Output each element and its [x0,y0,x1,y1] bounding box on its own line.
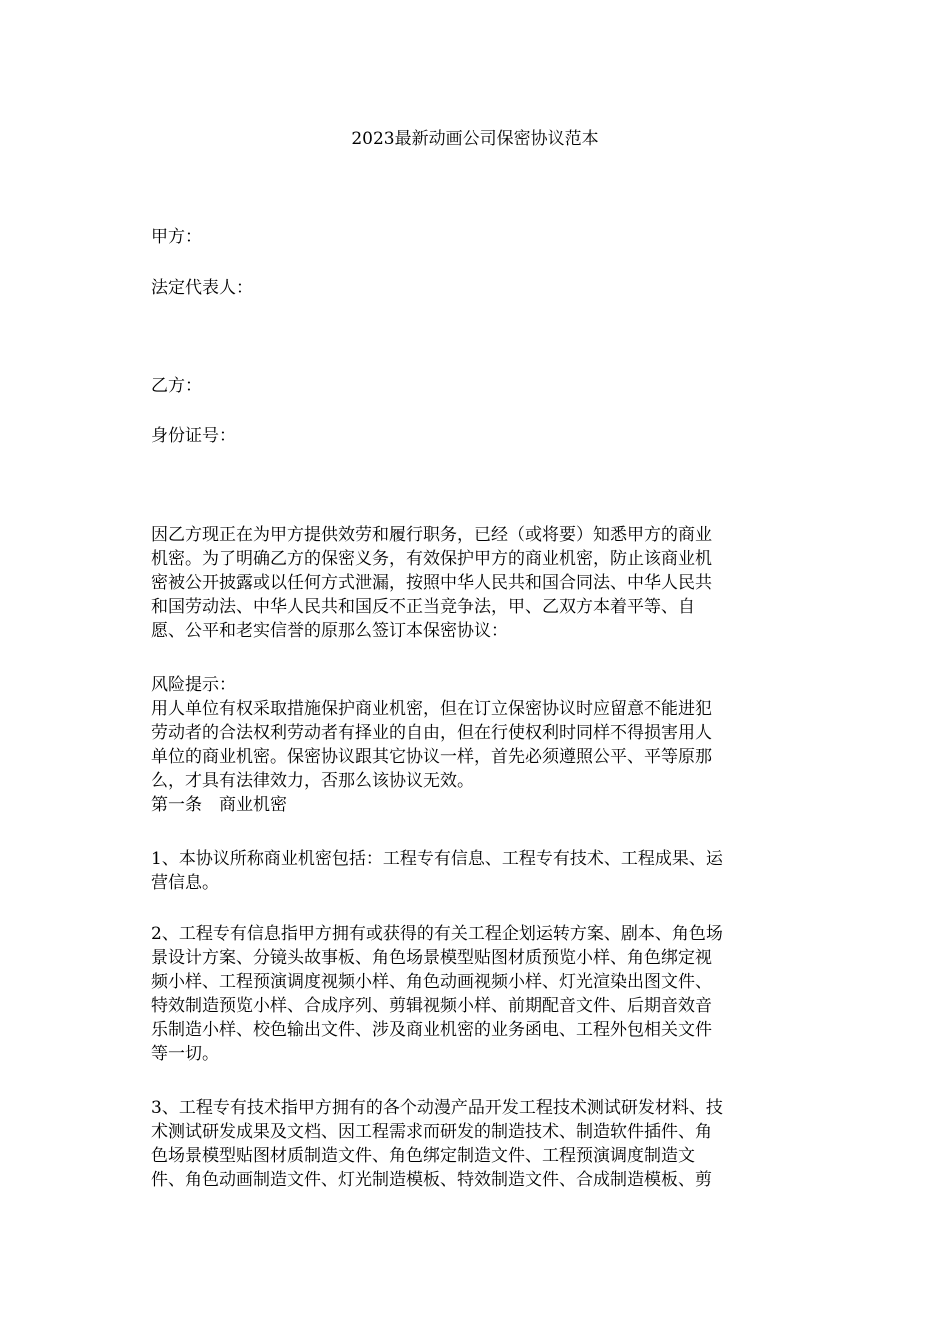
clause-line: 频小样、工程预演调度视频小样、角色动画视频小样、灯光渲染出图文件、 [151,972,712,992]
risk-line: 单位的商业机密。保密协议跟其它协议一样，首先必须遵照公平、平等原那 [151,747,712,767]
clause-line: 等一切。 [151,1044,219,1064]
id-number-section [151,424,799,448]
article-1-title: 第一条 商业机密 [151,795,287,815]
id-number-label: 身份证号： [151,426,236,446]
party-a-section [151,225,799,249]
party-a-label: 甲方： [151,227,202,247]
clause-line: 件、角色动画制造文件、灯光制造模板、特效制造文件、合成制造模板、剪 [151,1170,712,1190]
clause-line: 乐制造小样、校色输出文件、涉及商业机密的业务函电、工程外包相关文件 [151,1020,712,1040]
risk-line: 么，才具有法律效力，否那么该协议无效。 [151,771,474,791]
clause-1 [151,847,799,895]
risk-line: 用人单位有权采取措施保护商业机密，但在订立保密协议时应留意不能进犯 [151,699,712,719]
clause-line: 1、本协议所称商业机密包括：工程专有信息、工程专有技术、工程成果、运 [151,849,723,869]
clause-line: 术测试研发成果及文档、因工程需求而研发的制造技术、制造软件插件、角 [151,1122,712,1142]
clause-line: 营信息。 [151,873,219,893]
preamble-line: 因乙方现正在为甲方提供效劳和履行职务，已经（或将要）知悉甲方的商业 [151,525,712,545]
preamble-line: 密被公开披露或以任何方式泄漏，按照中华人民共和国合同法、中华人民共 [151,573,712,593]
clause-line: 2、工程专有信息指甲方拥有或获得的有关工程企划运转方案、剧本、角色场 [151,924,723,944]
preamble-line: 愿、公平和老实信誉的原那么签订本保密协议： [151,621,508,641]
legal-rep-section [151,276,799,300]
clause-line: 色场景模型贴图材质制造文件、角色绑定制造文件、工程预演调度制造文 [151,1146,695,1166]
clause-line: 特效制造预览小样、合成序列、剪辑视频小样、前期配音文件、后期音效音 [151,996,712,1016]
preamble-line: 机密。为了明确乙方的保密义务，有效保护甲方的商业机密，防止该商业机 [151,549,712,569]
clause-line: 景设计方案、分镜头故事板、角色场景模型贴图材质预览小样、角色绑定视 [151,948,712,968]
legal-rep-label: 法定代表人： [151,278,253,298]
risk-title: 风险提示： [151,675,236,695]
party-b-section [151,374,799,398]
document-title: 2023最新动画公司保密协议范本 [351,129,599,149]
clause-2 [151,922,799,1066]
clause-line: 3、工程专有技术指甲方拥有的各个动漫产品开发工程技术测试研发材料、技 [151,1098,723,1118]
preamble-paragraph [151,523,799,643]
party-b-label: 乙方： [151,376,202,396]
risk-line: 劳动者的合法权利劳动者有择业的自由，但在行使权利时同样不得损害用人 [151,723,712,743]
clause-3 [151,1096,799,1192]
risk-section [151,673,799,817]
preamble-line: 和国劳动法、中华人民共和国反不正当竞争法，甲、乙双方本着平等、自 [151,597,695,617]
